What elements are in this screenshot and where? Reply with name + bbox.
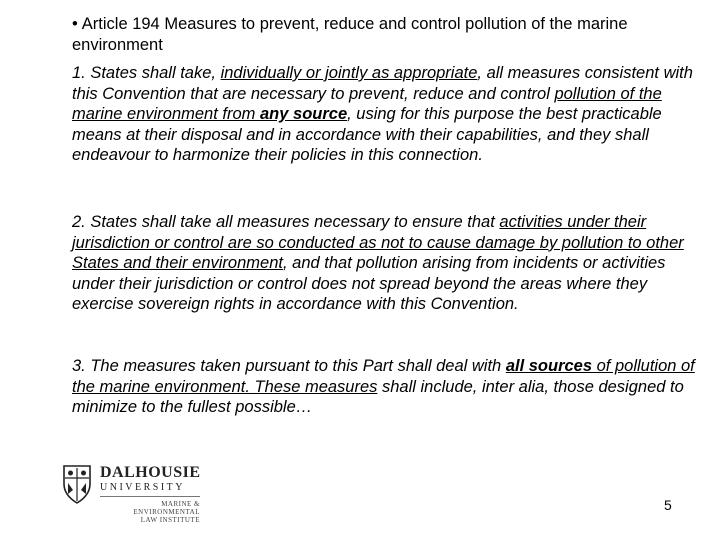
paragraph-3 — [72, 356, 707, 418]
logo-name: DALHOUSIE — [100, 464, 201, 481]
logo-institute-line-3: LAW INSTITUTE — [140, 516, 200, 524]
page-number: 5 — [664, 497, 672, 513]
logo-institute — [100, 500, 200, 524]
p1-text-2: , all measures consistent with this Convention that are necessary to prevent, reduce and control — [72, 64, 693, 103]
p3-text-1: 3. The measures taken pursuant to this Part shall deal with — [72, 357, 506, 375]
logo-subtitle: UNIVERSITY — [100, 482, 185, 493]
p1-underline-1: individually or jointly as appropriate — [220, 64, 478, 82]
logo-institute-line-1: MARINE & — [161, 500, 200, 508]
crest-icon — [62, 464, 92, 504]
p3-bold-all-sources: all sources — [505, 357, 593, 375]
p3-underline-1: of pollution of the marine environment. These measures — [72, 357, 695, 396]
p2-text-2: , and that pollution arising from incidents or activities under their jurisdiction or control does not spread beyond the areas where they exercise sovereign rights in accordance with this Convention. — [72, 254, 666, 313]
logo-divider — [100, 496, 200, 497]
p1-text-1: 1. States shall take, — [72, 64, 221, 82]
p2-text-1: 2. States shall take all measures necessary to ensure that — [72, 213, 500, 231]
p3-text-2: shall include, inter alia, those designed to minimize to the fullest possible… — [72, 377, 684, 416]
slide-title — [72, 14, 692, 56]
paragraph-1 — [72, 63, 707, 166]
p1-underline-2: pollution of the marine environment from — [72, 84, 662, 123]
p2-underline-1: activities under their jurisdiction or control are so conducted as not to cause damage by pollution to other States and their environment — [72, 213, 684, 272]
logo-institute-line-2: ENVIRONMENTAL — [133, 508, 200, 516]
p1-text-3: , using for this purpose the best practicable means at their disposal and in accordance with their capabilities, and they shall endeavour to harmonize their policies in this connection. — [72, 105, 662, 164]
paragraph-2 — [72, 212, 707, 315]
title-text: Article 194 Measures to prevent, reduce and control pollution of the marine environment — [72, 15, 628, 54]
bullet-icon: • — [72, 15, 78, 33]
p1-bold-any-source: any source — [260, 105, 348, 123]
dalhousie-logo — [62, 462, 202, 522]
